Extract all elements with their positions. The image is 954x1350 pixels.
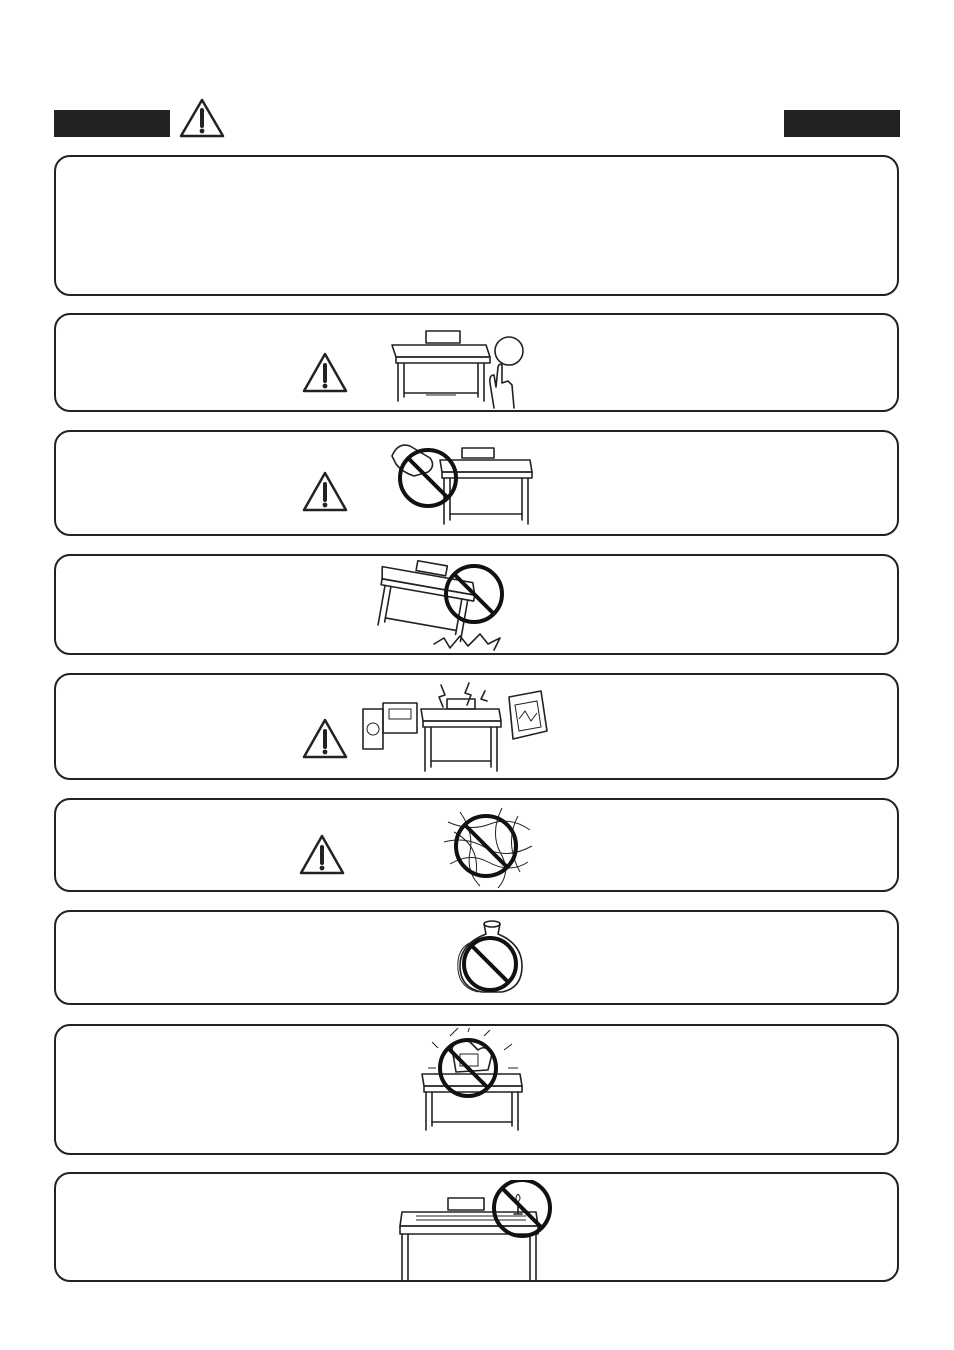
piano-hand-button-illustration [386,323,536,413]
warning-triangle-icon [301,470,349,514]
section-interference [54,673,899,780]
section-move-piano [54,430,899,536]
section-cables [54,798,899,892]
objects-on-piano-prohibited-illustration [408,1028,536,1132]
section-no-tilt [54,554,899,655]
vase-prohibited-illustration [452,918,528,1002]
warning-triangle-icon [301,351,349,395]
piano-radio-tv-illustration [361,681,551,777]
warning-triangle-icon [301,717,349,761]
tangled-cables-prohibited-illustration [440,802,536,890]
section-plug-piano [54,313,899,412]
intro-panel [54,155,899,296]
header-block-right [784,110,900,137]
section-heavy-objects [54,1024,899,1155]
piano-tipping-prohibited-illustration [364,558,526,654]
piano-lifted-prohibited-illustration [384,436,544,532]
header-block-left [54,110,170,137]
candle-on-piano-prohibited-illustration [386,1180,554,1282]
section-open-flame [54,1172,899,1282]
warning-triangle-icon [298,833,346,877]
section-liquids [54,910,899,1005]
warning-triangle-icon [178,97,226,139]
